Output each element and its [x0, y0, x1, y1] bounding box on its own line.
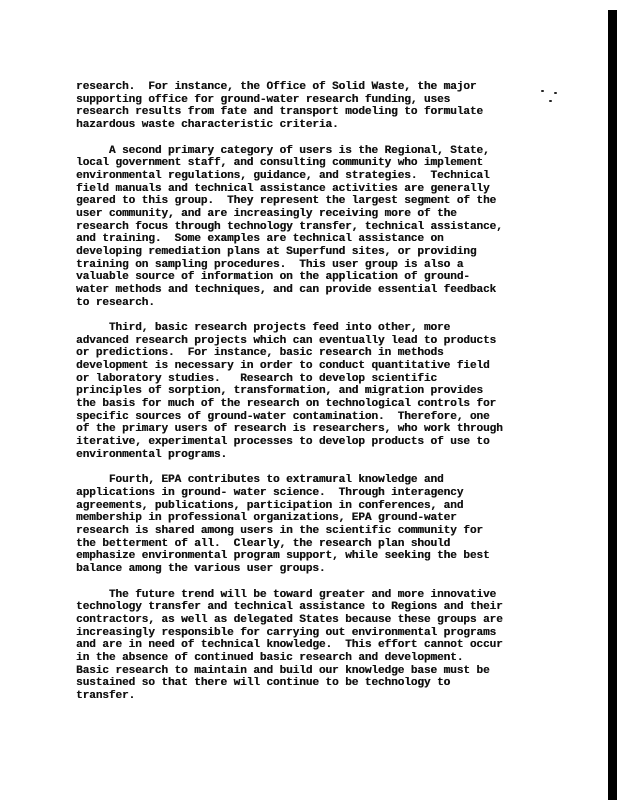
text-line: research is shared among users in the scientific community for	[76, 525, 483, 537]
scan-speck	[549, 100, 552, 102]
document-body	[76, 81, 546, 716]
text-line: the betterment of all. Clearly, the research plan should	[76, 537, 451, 550]
text-line: local government staff, and consulting community who implement	[76, 157, 483, 170]
text-line: and are in need of technical knowledge. This effort cannot occur	[76, 639, 503, 652]
text-line: transfer.	[76, 689, 136, 702]
text-line: Basic research to maintain and build our knowledge base must be	[76, 664, 490, 677]
text-line: water methods and techniques, and can provide essential feedback	[76, 283, 497, 296]
text-line: valuable source of information on the application of ground-	[76, 271, 470, 284]
text-line: sustained so that there will continue to be technology to	[76, 677, 451, 690]
text-line: environmental programs.	[76, 448, 227, 461]
paragraph	[76, 589, 546, 703]
text-line: Third, basic research projects feed into other, more	[76, 322, 451, 335]
text-line: training on sampling procedures. This user group is also a	[76, 258, 464, 271]
text-line: of the primary users of research is researchers, who work through	[76, 423, 503, 436]
text-line: or laboratory studies. Research to develop scientific	[76, 372, 437, 385]
scan-border-edge	[608, 10, 617, 800]
text-line: advanced research projects which can eventually lead to products	[76, 334, 497, 347]
text-line: A second primary category of users is the Regional, State,	[76, 144, 490, 157]
text-line: Fourth, EPA contributes to extramural knowledge and	[76, 474, 444, 487]
text-line: developing remediation plans at Superfund sites, or providing	[76, 245, 477, 258]
text-line: user community, and are increasingly receiving more of the	[76, 207, 457, 220]
scan-speck	[554, 92, 557, 94]
text-line: specific sources of ground-water contamination. Therefore, one	[76, 410, 490, 423]
text-line: research focus through technology transfer, technical assistance,	[76, 220, 503, 233]
paragraph	[76, 81, 546, 132]
text-line: technology transfer and technical assistance to Regions and their	[76, 601, 503, 614]
text-line: field manuals and technical assistance activities are generally	[76, 182, 490, 195]
text-line: environmental regulations, guidance, and strategies. Technical	[76, 169, 490, 182]
text-line: in the absence of continued basic research and development.	[76, 651, 464, 664]
text-line: to research.	[76, 296, 155, 309]
text-line: research. For instance, the Office of Solid Waste, the major	[76, 81, 477, 93]
text-line: contractors, as well as delegated States because these groups are	[76, 613, 503, 626]
paragraph	[76, 474, 546, 575]
text-line: or predictions. For instance, basic research in methods	[76, 347, 444, 360]
text-line: geared to this group. They represent the largest segment of the	[76, 195, 497, 208]
paragraph	[76, 322, 546, 461]
text-line: the basis for much of the research on technological controls for	[76, 398, 497, 411]
text-line: supporting office for ground-water research funding, uses	[76, 93, 451, 106]
text-line: applications in ground- water science. Through interagency	[76, 487, 464, 500]
text-line: balance among the various user groups.	[76, 562, 326, 575]
text-line: emphasize environmental program support, while seeking the best	[76, 550, 490, 563]
text-line: agreements, publications, participation in conferences, and	[76, 499, 464, 512]
text-line: hazardous waste characteristic criteria.	[76, 118, 339, 131]
text-line: and training. Some examples are technical assistance on	[76, 233, 444, 246]
text-line: increasingly responsible for carrying out environmental programs	[76, 626, 497, 639]
paragraph	[76, 145, 546, 310]
text-line: research results from fate and transport modeling to formulate	[76, 106, 483, 119]
text-line: development is necessary in order to conduct quantitative field	[76, 360, 490, 373]
text-line: membership in professional organizations, EPA ground-water	[76, 512, 457, 525]
text-line: The future trend will be toward greater and more innovative	[76, 588, 497, 601]
text-line: principles of sorption, transformation, and migration provides	[76, 385, 483, 398]
text-line: iterative, experimental processes to develop products of use to	[76, 436, 490, 449]
